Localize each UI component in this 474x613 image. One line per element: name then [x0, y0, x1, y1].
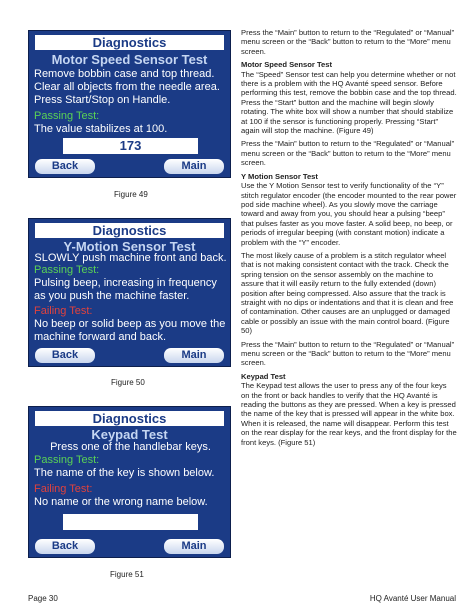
section-heading: Motor Speed Sensor Test: [241, 60, 332, 70]
panel-subtitle: Keypad Test: [91, 427, 168, 442]
panel-subtitle: Motor Speed Sensor Test: [51, 52, 208, 67]
main-button[interactable]: Main: [164, 539, 224, 554]
instruction-text: Press one of the handlebar keys.: [50, 441, 211, 453]
paragraph: Press the “Main” button to return to the “Regulated” or “Manual” menu screen or the “Back” button to return to the “More” menu screen.: [241, 339, 455, 368]
instruction-line: Remove bobbin case and top thread.: [34, 68, 215, 80]
body-text-column: [241, 28, 457, 451]
instruction-line: Press Start/Stop on Handle.: [34, 94, 171, 106]
main-button[interactable]: Main: [164, 348, 224, 363]
figure-caption: Figure 49: [114, 190, 148, 199]
page-number: Page 30: [28, 594, 58, 603]
section-heading: Keypad Test: [241, 371, 286, 381]
paragraph: Press the “Main” button to return to the “Regulated” or “Manual” menu screen or the “Back” button to return to the “More” menu screen.: [241, 28, 455, 56]
figure-caption: Figure 50: [111, 378, 145, 387]
paragraph: Use the Y Motion Sensor test to verify functionality of the “Y” stitch regulator encoder (the encoder mounted to the rear power pod side machine wheel). As you slowly move the carriage toward and away from you, you should hear a pulsing “beep” that pulses faster as you move faster. A solid beep, no beep, or periods of irregular beeping (with constant motion) indicate a problem with the “Y” encoder.: [241, 181, 457, 247]
paragraph: Press the “Main” button to return to the “Regulated” or “Manual” menu screen or the “Back” button to return to the “More” menu screen.: [241, 139, 455, 168]
passing-label: Passing Test:: [34, 264, 100, 276]
failing-text: No beep or solid beep as you move the machine forward and back.: [34, 318, 226, 343]
figure-caption: Figure 51: [110, 570, 144, 579]
panel-title: Diagnostics: [35, 35, 224, 50]
panel-title: Diagnostics: [35, 223, 224, 238]
keypad-panel: [28, 406, 231, 558]
paragraph: The most likely cause of a problem is a stitch regulator wheel that is not making consistent contact with the track. Check the spring tension on the sensor assembly on the machine to assure that it will easily return to the fully extended (down) position after being compressed. Also assure that the track is straight with no dips or indentations and that it is clean and free of contamination. Other causes are an unplugged or damaged cable or possibly an issue with the main control board. (Figure 50): [241, 250, 454, 336]
sensor-value-box: 173: [63, 138, 198, 154]
back-button[interactable]: Back: [35, 539, 95, 554]
instruction-text: SLOWLY push machine front and back.: [34, 252, 227, 264]
panel-subtitle: Y-Motion Sensor Test: [63, 239, 196, 254]
key-name-box: [63, 514, 198, 530]
motor-speed-panel: [28, 30, 231, 178]
passing-text: The value stabilizes at 100.: [34, 123, 168, 135]
back-button[interactable]: Back: [35, 159, 95, 174]
section-heading: Y Motion Sensor Test: [241, 171, 318, 181]
failing-label: Failing Test:: [34, 305, 93, 317]
main-button[interactable]: Main: [164, 159, 224, 174]
manual-title: HQ Avanté User Manual: [369, 594, 456, 603]
failing-text: No name or the wrong name below.: [34, 496, 208, 508]
passing-text: The name of the key is shown below.: [34, 467, 215, 479]
passing-text: Pulsing beep, increasing in frequency as you push the machine faster.: [34, 277, 217, 302]
y-motion-panel: [28, 218, 231, 367]
passing-label: Passing Test:: [34, 454, 100, 466]
back-button[interactable]: Back: [35, 348, 95, 363]
paragraph: The “Speed” Sensor test can help you determine whether or not there is a problem with the HQ Avanté speed sensor. Before performing this test, remove the bobbin case and the top thread. Press the “Start” button and the machine will begin slowly rotating. The white box will show a number that should stabilize at 100 if the sensor is functioning properly. Pressing “Start” again will stop the machine. (Figure 49): [241, 69, 457, 136]
passing-label: Passing Test:: [34, 110, 100, 122]
panel-title: Diagnostics: [35, 411, 224, 426]
instruction-line: Clear all objects from the needle area.: [34, 81, 220, 93]
paragraph: The Keypad test allows the user to press any of the four keys on the front or back handles to verify that the HQ Avanté is reading the buttons as they are pressed. When a key is pressed the name of the key that is pressed will appear in the white box. When it is released, the name will disappear. Perform this test on the rear display for the rear keys, and the front display for the front keys. (Figure 51): [241, 381, 457, 447]
failing-label: Failing Test:: [34, 483, 93, 495]
